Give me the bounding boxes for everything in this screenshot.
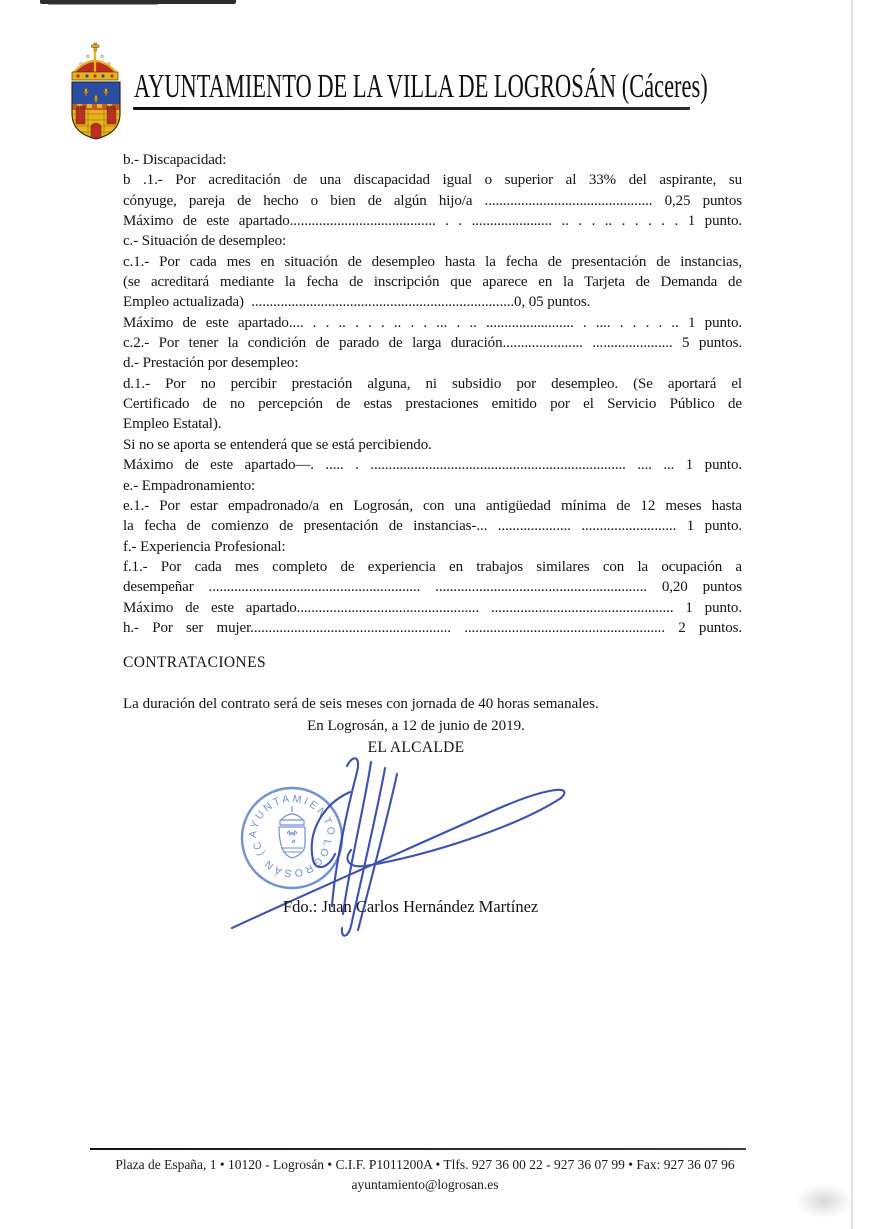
signature-name-line: Fdo.: Juan Carlos Hernández Martínez	[283, 897, 539, 916]
document-text-line: e.1.- Por estar empadronado/a en Logrosán, con una antigüedad mínima de 12 meses hasta	[123, 497, 742, 514]
contrataciones-heading: CONTRATACIONES	[123, 654, 267, 671]
stamp-top-text: AYUNTAMIENTO	[246, 792, 338, 839]
document-text-line: e.- Empadronamiento:	[123, 477, 256, 494]
document-text-line: Máximo de este apartado.... . . .. . . . .. . . ... . .. ........................ . .... . . . . .. 1 punto.	[123, 314, 742, 331]
document-text-line: c.- Situación de desempleo:	[123, 233, 287, 250]
document-text-line: desempeñar .......................................................... .......................................................... 0,20 puntos	[123, 579, 742, 596]
document-text-line: Empleo actualizada) ........................................................................0, 05 puntos.	[123, 294, 591, 311]
document-text-line: d.1.- Por no percibir prestación alguna, ni subsidio por desempleo. (Se aportará el	[123, 375, 742, 392]
footer-address-line: Plaza de España, 1 • 10120 - Logrosán • C.I.F. P1011200A • Tlfs. 927 36 00 22 - 927 36 07 99 • Fax: 927 36 07 96	[115, 1157, 735, 1172]
document-text-line: h.- Por ser mujer....................................................... ....................................................... 2 puntos.	[123, 619, 742, 636]
scan-artifact-right-edge	[851, 0, 853, 1229]
document-text-line: cónyuge, pareja de hecho o bien de algún hijo/a .............................................. 0,25 puntos	[123, 192, 742, 209]
page-title: AYUNTAMIENTO DE LA VILLA DE LOGROSÁN (Cáceres)	[134, 68, 708, 105]
document-text-line: Máximo de este apartado.................................................. .................................................. 1 punto.	[123, 599, 742, 616]
scoring-criteria-text	[123, 150, 742, 638]
scan-artifact-smudge	[796, 1184, 852, 1218]
stamp-bottom-text: LOGROSÁN (C	[250, 838, 334, 880]
municipal-stamp	[242, 788, 342, 888]
document-text-line: Certificado de no percepción de estas prestaciones emitido por el Servicio Público de	[123, 396, 742, 413]
signer-title: EL ALCALDE	[367, 739, 465, 756]
document-text-line: d.- Prestación por desempleo:	[123, 355, 299, 372]
document-text-line: b .1.- Por acreditación de una discapacidad igual o superior al 33% del aspirante, su	[123, 172, 742, 189]
document-text-line: la fecha de comienzo de presentación de instancias-... .................... .......................... 1 punto.	[123, 518, 742, 535]
document-text-line: b.- Discapacidad:	[123, 152, 227, 168]
header-divider	[133, 107, 690, 110]
place-date-line: En Logrosán, a 12 de junio de 2019.	[307, 718, 525, 734]
document-text-line: c.2.- Por tener la condición de parado de larga duración...................... ...................... 5 puntos.	[123, 335, 742, 352]
scan-artifact-top-2	[48, 3, 158, 5]
footer-divider	[90, 1148, 746, 1150]
footer-email: ayuntamiento@logrosan.es	[351, 1177, 499, 1192]
document-text-line: Si no se aporta se entenderá que se está percibiendo.	[123, 436, 432, 453]
document-text-line: (se acreditará mediante la fecha de inscripción que aparece en la Tarjeta de Demanda de	[123, 274, 742, 291]
document-text-line: Máximo de este apartado—. ..... . ...................................................................... .... ... 1 punto.	[123, 457, 742, 474]
contract-duration-line: La duración del contrato será de seis meses con jornada de 40 horas semanales.	[123, 696, 599, 712]
document-text-line: c.1.- Por cada mes en situación de desempleo hasta la fecha de presentación de instancias,	[123, 253, 742, 270]
stamp-crest-icon	[279, 806, 305, 858]
coat-of-arms-logo	[61, 42, 125, 142]
document-text-line: f.- Experiencia Profesional:	[123, 538, 286, 555]
document-text-line: Máximo de este apartado........................................ . . ...................... .. . . .. . . . . . 1 punto.	[123, 213, 742, 230]
svg-text:LOGROSÁN (C	[251, 839, 333, 880]
stamp-and-signature	[215, 748, 585, 948]
document-text-line: f.1.- Por cada mes completo de experiencia en trabajos similares con la ocupación a	[123, 558, 742, 575]
document-text-line: Empleo Estatal).	[123, 416, 222, 433]
